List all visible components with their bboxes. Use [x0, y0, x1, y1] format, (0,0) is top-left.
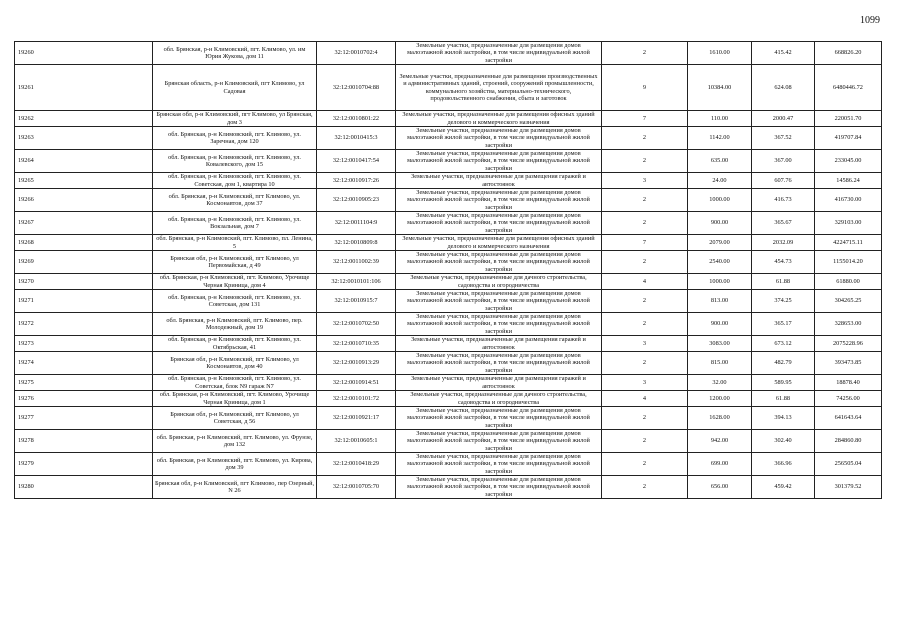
land-use-cell: Земельные участки, предназначенные для размещения домов малоэтажной жилой застройки, в том числе индивидуальной жилой застройки	[396, 212, 602, 235]
area-cell: 24.00	[688, 173, 752, 189]
group-code-cell: 2	[602, 352, 688, 375]
specific-value-cell: 367.52	[752, 127, 815, 150]
specific-value-cell: 673.12	[752, 336, 815, 352]
cadastral-value-cell: 304265.25	[815, 290, 882, 313]
address-cell: обл. Брянская, р-н Климовский, пгт. Климово, ул. им Юрия Жукова, дом 11	[153, 42, 317, 65]
cadastral-number-cell: 32:12:0010915:7	[317, 290, 396, 313]
table-row	[15, 189, 882, 212]
cadastral-value-cell: 284860.80	[815, 430, 882, 453]
address-cell: Брянская обл, р-н Климовский, пгт Климово, ул Советская, д 56	[153, 407, 317, 430]
cadastral-value-cell: 393473.85	[815, 352, 882, 375]
group-code-cell: 2	[602, 42, 688, 65]
table-row	[15, 212, 882, 235]
area-cell: 1000.00	[688, 189, 752, 212]
cadastral-value-cell: 6480446.72	[815, 65, 882, 111]
cadastral-value-cell: 74256.00	[815, 391, 882, 407]
cadastral-number-cell: 32:12:0010417:54	[317, 150, 396, 173]
area-cell: 2079.00	[688, 235, 752, 251]
group-code-cell: 2	[602, 127, 688, 150]
row-number: 19272	[15, 313, 153, 336]
cadastral-value-cell: 301379.52	[815, 476, 882, 499]
land-use-cell: Земельные участки, предназначенные для размещения домов малоэтажной жилой застройки, в том числе индивидуальной жилой застройки	[396, 251, 602, 274]
group-code-cell: 7	[602, 111, 688, 127]
address-cell: обл. Брянская, р-н Климовский, пгт. Климово, Урочище Черная Криница, дом 4	[153, 274, 317, 290]
land-use-cell: Земельные участки, предназначенные для дачного строительства, садоводства и огородничества	[396, 274, 602, 290]
group-code-cell: 2	[602, 290, 688, 313]
row-number: 19262	[15, 111, 153, 127]
table-row	[15, 235, 882, 251]
cadastral-number-cell: 32:12:0010801:22	[317, 111, 396, 127]
cadastral-number-cell: 32:12:0010605:1	[317, 430, 396, 453]
row-number: 19267	[15, 212, 153, 235]
row-number: 19261	[15, 65, 153, 111]
row-number: 19278	[15, 430, 153, 453]
row-number: 19264	[15, 150, 153, 173]
land-use-cell: Земельные участки, предназначенные для размещения гаражей и автостоянок	[396, 375, 602, 391]
land-use-cell: Земельные участки, предназначенные для размещения офисных зданий делового и коммерческого назначения	[396, 111, 602, 127]
cadastral-number-cell: 32:12:0010921:17	[317, 407, 396, 430]
cadastral-value-cell: 18878.40	[815, 375, 882, 391]
address-cell: обл. Брянская, р-н Климовский, пгт. Климово, ул. Вокзальная, дом 7	[153, 212, 317, 235]
address-cell: обл. Брянская, р-н Климовский, пгт Климово, ул. Космонавтов, дом 37	[153, 189, 317, 212]
specific-value-cell: 459.42	[752, 476, 815, 499]
specific-value-cell: 482.79	[752, 352, 815, 375]
group-code-cell: 2	[602, 189, 688, 212]
area-cell: 3083.00	[688, 336, 752, 352]
table-row	[15, 375, 882, 391]
specific-value-cell: 374.25	[752, 290, 815, 313]
cadastral-number-cell: 32:12:0010702:4	[317, 42, 396, 65]
group-code-cell: 4	[602, 274, 688, 290]
cadastral-number-cell: 32:12:0010418:29	[317, 453, 396, 476]
group-code-cell: 2	[602, 313, 688, 336]
area-cell: 2540.00	[688, 251, 752, 274]
land-use-cell: Земельные участки, предназначенные для размещения производственных и административных зданий, строений, сооружений промышленности, коммунального хозяйства, материально-технического, продовольственного снабжения, сбыта и заготовок	[396, 65, 602, 111]
area-cell: 1200.00	[688, 391, 752, 407]
group-code-cell: 7	[602, 235, 688, 251]
specific-value-cell: 2032.09	[752, 235, 815, 251]
row-number: 19269	[15, 251, 153, 274]
table-row	[15, 173, 882, 189]
cadastral-number-cell: 32:12:0010705:70	[317, 476, 396, 499]
address-cell: обл. Брянская, р-н Климовский, пгт. Климово, ул. Кирова, дом 39	[153, 453, 317, 476]
row-number: 19271	[15, 290, 153, 313]
cadastral-number-cell: 32:12:0011002:39	[317, 251, 396, 274]
specific-value-cell: 394.13	[752, 407, 815, 430]
land-use-cell: Земельные участки, предназначенные для размещения домов малоэтажной жилой застройки, в том числе индивидуальной жилой застройки	[396, 42, 602, 65]
land-use-cell: Земельные участки, предназначенные для дачного строительства, садоводства и огородничества	[396, 391, 602, 407]
table-row	[15, 352, 882, 375]
row-number: 19263	[15, 127, 153, 150]
table-row	[15, 274, 882, 290]
area-cell: 699.00	[688, 453, 752, 476]
land-use-cell: Земельные участки, предназначенные для размещения гаражей и автостоянок	[396, 173, 602, 189]
group-code-cell: 3	[602, 336, 688, 352]
table-row	[15, 290, 882, 313]
row-number: 19277	[15, 407, 153, 430]
cadastral-number-cell: 32:12:0010905:23	[317, 189, 396, 212]
cadastral-value-cell: 233045.00	[815, 150, 882, 173]
land-use-cell: Земельные участки, предназначенные для размещения домов малоэтажной жилой застройки, в том числе индивидуальной жилой застройки	[396, 407, 602, 430]
specific-value-cell: 61.88	[752, 391, 815, 407]
row-number: 19274	[15, 352, 153, 375]
specific-value-cell: 2000.47	[752, 111, 815, 127]
specific-value-cell: 302.40	[752, 430, 815, 453]
area-cell: 1628.00	[688, 407, 752, 430]
area-cell: 656.00	[688, 476, 752, 499]
table-row	[15, 65, 882, 111]
row-number: 19265	[15, 173, 153, 189]
row-number: 19266	[15, 189, 153, 212]
cadastral-value-cell: 416730.00	[815, 189, 882, 212]
land-use-cell: Земельные участки, предназначенные для размещения домов малоэтажной жилой застройки, в том числе индивидуальной жилой застройки	[396, 352, 602, 375]
area-cell: 813.00	[688, 290, 752, 313]
group-code-cell: 9	[602, 65, 688, 111]
table-row	[15, 453, 882, 476]
table-row	[15, 111, 882, 127]
area-cell: 1000.00	[688, 274, 752, 290]
group-code-cell: 2	[602, 407, 688, 430]
row-number: 19275	[15, 375, 153, 391]
specific-value-cell: 415.42	[752, 42, 815, 65]
land-use-cell: Земельные участки, предназначенные для размещения домов малоэтажной жилой застройки, в том числе индивидуальной жилой застройки	[396, 189, 602, 212]
group-code-cell: 2	[602, 430, 688, 453]
address-cell: обл. Брянская, р-н Климовский, пгт. Климово, ул. Советская, дом 131	[153, 290, 317, 313]
land-use-cell: Земельные участки, предназначенные для размещения гаражей и автостоянок	[396, 336, 602, 352]
address-cell: обл. Брянская, р-н Климовский, пгт. Климово, Урочище Черная Криница, дом 1	[153, 391, 317, 407]
cadastral-number-cell: 32:12:0011104:9	[317, 212, 396, 235]
specific-value-cell: 365.17	[752, 313, 815, 336]
address-cell: обл. Брянская, р-н Климовский, пгт. Климово, ул. Заречная, дом 120	[153, 127, 317, 150]
cadastral-value-table	[14, 41, 882, 499]
specific-value-cell: 366.96	[752, 453, 815, 476]
table-row	[15, 336, 882, 352]
cadastral-number-cell: 32:12:0010704:88	[317, 65, 396, 111]
specific-value-cell: 624.08	[752, 65, 815, 111]
cadastral-value-cell: 668826.20	[815, 42, 882, 65]
specific-value-cell: 367.00	[752, 150, 815, 173]
land-use-cell: Земельные участки, предназначенные для размещения домов малоэтажной жилой застройки, в том числе индивидуальной жилой застройки	[396, 127, 602, 150]
cadastral-value-cell: 220051.70	[815, 111, 882, 127]
table-body	[15, 42, 882, 499]
page-number: 1099	[860, 15, 880, 26]
area-cell: 815.00	[688, 352, 752, 375]
group-code-cell: 3	[602, 173, 688, 189]
address-cell: обл. Брянская, р-н Климовский, пгт. Климово, ул. Фрунзе, дом 132	[153, 430, 317, 453]
cadastral-value-cell: 2075228.96	[815, 336, 882, 352]
cadastral-value-cell: 329103.00	[815, 212, 882, 235]
specific-value-cell: 607.76	[752, 173, 815, 189]
group-code-cell: 2	[602, 476, 688, 499]
area-cell: 32.00	[688, 375, 752, 391]
address-cell: Брянская обл, р-н Климовский, пгт Климово, ул Первомайская, д 49	[153, 251, 317, 274]
address-cell: Брянская обл, р-н Климовский, пгт Климово, пер Озерный, N 26	[153, 476, 317, 499]
cadastral-number-cell: 32:12:0010702:50	[317, 313, 396, 336]
group-code-cell: 3	[602, 375, 688, 391]
address-cell: Брянская область, р-н Климовский, пгт Климово, ул Садовая	[153, 65, 317, 111]
cadastral-value-cell: 328653.00	[815, 313, 882, 336]
land-use-cell: Земельные участки, предназначенные для размещения домов малоэтажной жилой застройки, в том числе индивидуальной жилой застройки	[396, 476, 602, 499]
table-row	[15, 391, 882, 407]
land-use-cell: Земельные участки, предназначенные для размещения домов малоэтажной жилой застройки, в том числе индивидуальной жилой застройки	[396, 290, 602, 313]
cadastral-value-cell: 1155014.20	[815, 251, 882, 274]
row-number: 19268	[15, 235, 153, 251]
group-code-cell: 2	[602, 251, 688, 274]
cadastral-number-cell: 32:12:0010101:72	[317, 391, 396, 407]
cadastral-number-cell: 32:12:0010917:26	[317, 173, 396, 189]
group-code-cell: 2	[602, 212, 688, 235]
cadastral-value-cell: 61880.00	[815, 274, 882, 290]
specific-value-cell: 416.73	[752, 189, 815, 212]
specific-value-cell: 589.95	[752, 375, 815, 391]
address-cell: обл. Брянская, р-н Климовский, пгт. Климово, ул. Ковалевского, дом 15	[153, 150, 317, 173]
specific-value-cell: 454.73	[752, 251, 815, 274]
land-use-cell: Земельные участки, предназначенные для размещения офисных зданий делового и коммерческого назначения	[396, 235, 602, 251]
cadastral-value-cell: 256505.04	[815, 453, 882, 476]
land-use-cell: Земельные участки, предназначенные для размещения домов малоэтажной жилой застройки, в том числе индивидуальной жилой застройки	[396, 453, 602, 476]
row-number: 19273	[15, 336, 153, 352]
table-row	[15, 127, 882, 150]
area-cell: 10384.00	[688, 65, 752, 111]
area-cell: 110.00	[688, 111, 752, 127]
row-number: 19260	[15, 42, 153, 65]
table-row	[15, 476, 882, 499]
cadastral-number-cell: 32:12:0010415:3	[317, 127, 396, 150]
group-code-cell: 4	[602, 391, 688, 407]
row-number: 19276	[15, 391, 153, 407]
table-row	[15, 251, 882, 274]
land-use-cell: Земельные участки, предназначенные для размещения домов малоэтажной жилой застройки, в том числе индивидуальной жилой застройки	[396, 150, 602, 173]
table-row	[15, 42, 882, 65]
cadastral-value-cell: 14586.24	[815, 173, 882, 189]
specific-value-cell: 61.88	[752, 274, 815, 290]
area-cell: 942.00	[688, 430, 752, 453]
address-cell: Брянская обл, р-н Климовский, пгт Климово, ул Брянская, дом 3	[153, 111, 317, 127]
address-cell: обл. Брянская, р-н Климовский, пгт. Климово, ул. Советская, блок N9 гараж N7	[153, 375, 317, 391]
cadastral-value-cell: 4224715.11	[815, 235, 882, 251]
cadastral-value-cell: 419707.84	[815, 127, 882, 150]
area-cell: 1142.00	[688, 127, 752, 150]
area-cell: 900.00	[688, 313, 752, 336]
cadastral-number-cell: 32:12:0010809:8	[317, 235, 396, 251]
group-code-cell: 2	[602, 150, 688, 173]
land-use-cell: Земельные участки, предназначенные для размещения домов малоэтажной жилой застройки, в том числе индивидуальной жилой застройки	[396, 313, 602, 336]
area-cell: 1610.00	[688, 42, 752, 65]
area-cell: 900.00	[688, 212, 752, 235]
table-row	[15, 407, 882, 430]
address-cell: обл. Брянская, р-н Климовский, пгт. Климово, пл. Ленина, 5	[153, 235, 317, 251]
table-row	[15, 313, 882, 336]
table-row	[15, 150, 882, 173]
address-cell: обл. Брянская, р-н Климовский, пгт. Климово, ул. Советская, дом 1, квартира 10	[153, 173, 317, 189]
specific-value-cell: 365.67	[752, 212, 815, 235]
row-number: 19280	[15, 476, 153, 499]
cadastral-number-cell: 32:12:0010913:29	[317, 352, 396, 375]
land-use-cell: Земельные участки, предназначенные для размещения домов малоэтажной жилой застройки, в том числе индивидуальной жилой застройки	[396, 430, 602, 453]
address-cell: обл. Брянская, р-н Климовский, пгт. Климово, пер. Молодежный, дом 19	[153, 313, 317, 336]
cadastral-number-cell: 32:12:0010710:35	[317, 336, 396, 352]
row-number: 19270	[15, 274, 153, 290]
table-row	[15, 430, 882, 453]
group-code-cell: 2	[602, 453, 688, 476]
cadastral-value-cell: 641643.64	[815, 407, 882, 430]
address-cell: обл. Брянская, р-н Климовский, пгт. Климово, ул. Октябрьская, 41	[153, 336, 317, 352]
cadastral-number-cell: 32:12:0010914:51	[317, 375, 396, 391]
cadastral-number-cell: 32:12:0010101:106	[317, 274, 396, 290]
area-cell: 635.00	[688, 150, 752, 173]
row-number: 19279	[15, 453, 153, 476]
address-cell: Брянская обл, р-н Климовский, пгт Климово, ул Космонавтов, дом 40	[153, 352, 317, 375]
